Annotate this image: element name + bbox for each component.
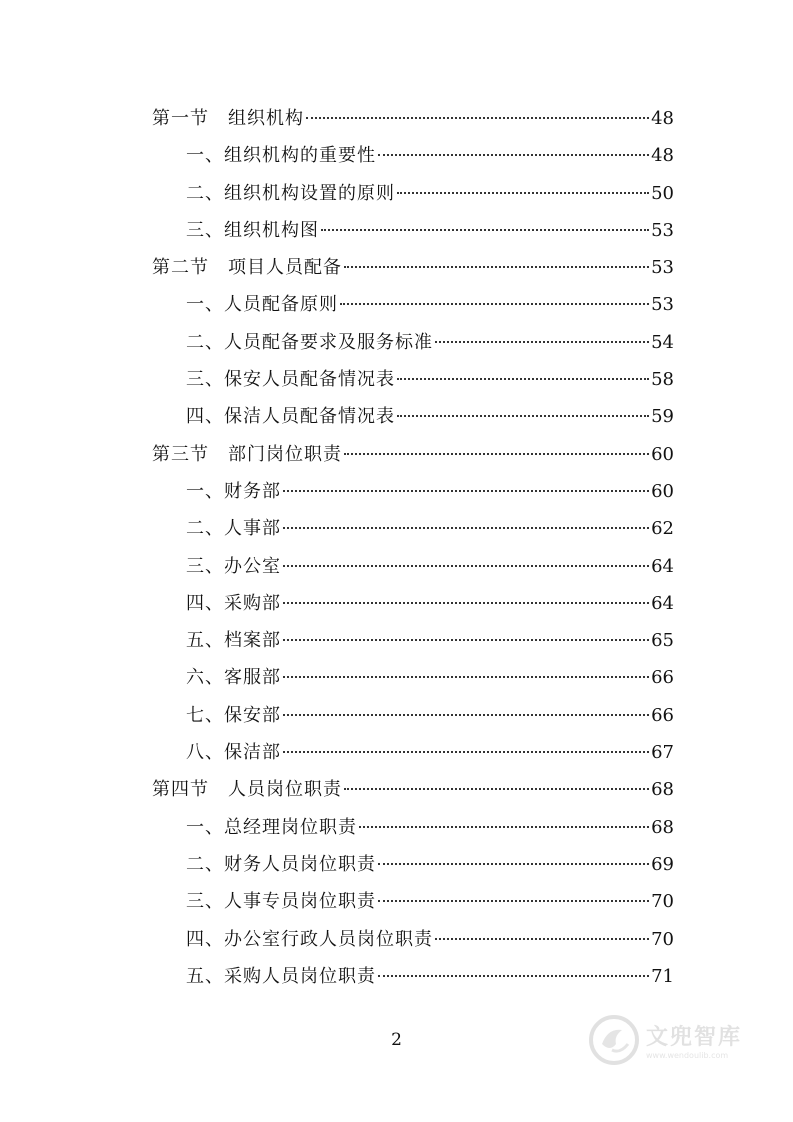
- toc-entry-number: 二、: [186, 331, 224, 353]
- toc-entry-number: 五、: [186, 630, 224, 652]
- toc-entry-label: [152, 100, 304, 137]
- toc-entry-title: 采购人员岗位职责: [224, 965, 376, 987]
- toc-entry-title: 组织机构设置的原则: [224, 182, 395, 204]
- toc-entry-title: 组织机构的重要性: [224, 145, 376, 167]
- toc-entry-label: [186, 809, 357, 846]
- toc-entry-label: [186, 958, 376, 995]
- toc-entry-number: 二、: [186, 182, 224, 204]
- toc-entry-page: 50: [651, 182, 674, 204]
- toc-dot-leader: [359, 826, 649, 828]
- toc-entry-number: 一、: [186, 294, 224, 316]
- toc-subsection-entry[interactable]: [152, 324, 674, 361]
- toc-entry-title: 保安部: [224, 704, 281, 726]
- toc-entry-label: [186, 921, 433, 958]
- toc-subsection-entry[interactable]: [152, 622, 674, 659]
- toc-subsection-entry[interactable]: [152, 809, 674, 846]
- toc-entry-label: [186, 659, 281, 696]
- toc-entry-title: 部门岗位职责: [228, 443, 342, 465]
- toc-entry-title: 组织机构图: [224, 219, 319, 241]
- toc-entry-label: [152, 249, 342, 286]
- toc-entry-title: 人事专员岗位职责: [224, 891, 376, 913]
- toc-entry-page: 66: [651, 704, 674, 726]
- toc-subsection-entry[interactable]: [152, 175, 674, 212]
- toc-entry-page: 65: [651, 630, 674, 652]
- toc-entry-page: 62: [651, 518, 674, 540]
- toc-entry-title: 办公室行政人员岗位职责: [224, 928, 433, 950]
- toc-entry-label: [186, 734, 281, 771]
- toc-entry-number: 二、: [186, 518, 224, 540]
- toc-dot-leader: [435, 341, 649, 343]
- toc-entry-number: 一、: [186, 145, 224, 167]
- toc-subsection-entry[interactable]: [152, 398, 674, 435]
- toc-entry-page: 69: [651, 853, 674, 875]
- toc-subsection-entry[interactable]: [152, 212, 674, 249]
- toc-entry-label: [186, 585, 281, 622]
- toc-entry-label: [186, 286, 338, 323]
- toc-entry-page: 60: [651, 480, 674, 502]
- watermark: [588, 1012, 768, 1068]
- toc-entry-page: 70: [651, 928, 674, 950]
- toc-dot-leader: [283, 527, 649, 529]
- toc-subsection-entry[interactable]: [152, 659, 674, 696]
- toc-section-entry[interactable]: [152, 249, 674, 286]
- toc-entry-title: 人员岗位职责: [228, 779, 342, 801]
- toc-subsection-entry[interactable]: [152, 921, 674, 958]
- toc-entry-title: 项目人员配备: [228, 257, 342, 279]
- toc-entry-label: [186, 846, 376, 883]
- toc-entry-number: 五、: [186, 965, 224, 987]
- toc-entry-title: 组织机构: [228, 108, 304, 129]
- toc-entry-page: 54: [651, 331, 674, 353]
- toc-entry-page: 64: [651, 555, 674, 577]
- toc-entry-label: [186, 622, 281, 659]
- toc-entry-title: 财务部: [224, 480, 281, 502]
- toc-dot-leader: [397, 415, 649, 417]
- toc-dot-leader: [283, 565, 649, 567]
- toc-entry-page: 68: [651, 779, 674, 801]
- toc-entry-label: [186, 883, 376, 920]
- toc-section-entry[interactable]: [152, 436, 674, 473]
- toc-entry-number: 一、: [186, 816, 224, 838]
- toc-entry-label: [186, 548, 281, 585]
- toc-dot-leader: [340, 303, 649, 305]
- toc-entry-number: 第二节: [152, 257, 209, 279]
- toc-dot-leader: [378, 900, 649, 902]
- toc-dot-leader: [283, 676, 649, 678]
- toc-dot-leader: [283, 490, 649, 492]
- toc-entry-number: 一、: [186, 480, 224, 502]
- toc-subsection-entry[interactable]: [152, 286, 674, 323]
- toc-entry-number: 四、: [186, 592, 224, 614]
- toc-entry-page: 48: [651, 108, 674, 129]
- toc-entry-page: 53: [651, 294, 674, 316]
- toc-entry-title: 人员配备原则: [224, 294, 338, 316]
- toc-subsection-entry[interactable]: [152, 585, 674, 622]
- toc-dot-leader: [283, 751, 649, 753]
- toc-entry-page: 53: [651, 219, 674, 241]
- toc-entry-number: 七、: [186, 704, 224, 726]
- toc-dot-leader: [344, 788, 649, 790]
- toc-entry-title: 人事部: [224, 518, 281, 540]
- toc-entry-label: [186, 212, 319, 249]
- toc-dot-leader: [344, 266, 649, 268]
- toc-entry-number: 四、: [186, 406, 224, 428]
- toc-entry-label: [186, 175, 395, 212]
- toc-entry-title: 办公室: [224, 555, 281, 577]
- toc-entry-page: 59: [651, 406, 674, 428]
- toc-dot-leader: [283, 714, 649, 716]
- toc-subsection-entry[interactable]: [152, 137, 674, 174]
- toc-entry-label: [186, 510, 281, 547]
- toc-entry-title: 保洁人员配备情况表: [224, 406, 395, 428]
- toc-dot-leader: [283, 639, 649, 641]
- toc-entry-title: 人员配备要求及服务标准: [224, 331, 433, 353]
- toc-entry-page: 70: [651, 891, 674, 913]
- toc-entry-number: 三、: [186, 891, 224, 913]
- toc-subsection-entry[interactable]: [152, 548, 674, 585]
- toc-entry-page: 64: [651, 592, 674, 614]
- toc-entry-title: 总经理岗位职责: [224, 816, 357, 838]
- toc-entry-label: [186, 361, 395, 398]
- toc-dot-leader: [397, 192, 649, 194]
- watermark-url: www.wendoulib.com: [646, 1051, 729, 1060]
- toc-dot-leader: [378, 154, 649, 156]
- toc-dot-leader: [378, 975, 649, 977]
- toc-entry-label: [152, 771, 342, 808]
- toc-entry-page: 58: [651, 369, 674, 391]
- toc-subsection-entry[interactable]: [152, 846, 674, 883]
- toc-entry-page: 48: [651, 145, 674, 167]
- toc-subsection-entry[interactable]: [152, 958, 674, 995]
- toc-entry-label: [186, 137, 376, 174]
- toc-entry-label: [186, 324, 433, 361]
- page-number: 2: [391, 1030, 402, 1050]
- toc-entry-label: [152, 436, 342, 473]
- toc-entry-title: 财务人员岗位职责: [224, 853, 376, 875]
- toc-entry-number: 三、: [186, 555, 224, 577]
- watermark-title: 文兜智库: [646, 1025, 743, 1050]
- toc-entry-label: [186, 697, 281, 734]
- toc-entry-page: 53: [651, 257, 674, 279]
- toc-entry-number: 三、: [186, 219, 224, 241]
- toc-dot-leader: [378, 863, 649, 865]
- toc-subsection-entry[interactable]: [152, 473, 674, 510]
- toc-entry-number: 第四节: [152, 779, 209, 801]
- toc-entry-number: 第一节: [152, 108, 209, 129]
- toc-entry-title: 保洁部: [224, 742, 281, 764]
- toc-entry-number: 三、: [186, 369, 224, 391]
- toc-entry-page: 67: [651, 742, 674, 764]
- toc-subsection-entry[interactable]: [152, 883, 674, 920]
- toc-dot-leader: [397, 378, 649, 380]
- toc-subsection-entry[interactable]: [152, 697, 674, 734]
- toc-entry-label: [186, 398, 395, 435]
- toc-entry-number: 六、: [186, 667, 224, 689]
- toc-entry-number: 四、: [186, 928, 224, 950]
- toc-dot-leader: [435, 938, 649, 940]
- toc-subsection-entry[interactable]: [152, 361, 674, 398]
- toc-entry-page: 60: [651, 443, 674, 465]
- toc-entry-page: 68: [651, 816, 674, 838]
- toc-dot-leader: [344, 453, 649, 455]
- toc-subsection-entry[interactable]: [152, 734, 674, 771]
- toc-entry-title: 档案部: [224, 630, 281, 652]
- toc-entry-number: 第三节: [152, 443, 209, 465]
- toc-entry-title: 保安人员配备情况表: [224, 369, 395, 391]
- table-of-contents: [152, 100, 674, 995]
- toc-entry-page: 71: [651, 965, 674, 987]
- toc-section-entry[interactable]: [152, 100, 674, 137]
- toc-entry-label: [186, 473, 281, 510]
- toc-entry-number: 八、: [186, 742, 224, 764]
- toc-dot-leader: [306, 117, 649, 119]
- toc-entry-title: 采购部: [224, 592, 281, 614]
- toc-dot-leader: [283, 602, 649, 604]
- toc-entry-title: 客服部: [224, 667, 281, 689]
- toc-section-entry[interactable]: [152, 771, 674, 808]
- toc-entry-page: 66: [651, 667, 674, 689]
- watermark-logo-icon: [588, 1014, 640, 1066]
- toc-subsection-entry[interactable]: [152, 510, 674, 547]
- toc-dot-leader: [321, 229, 649, 231]
- toc-entry-number: 二、: [186, 853, 224, 875]
